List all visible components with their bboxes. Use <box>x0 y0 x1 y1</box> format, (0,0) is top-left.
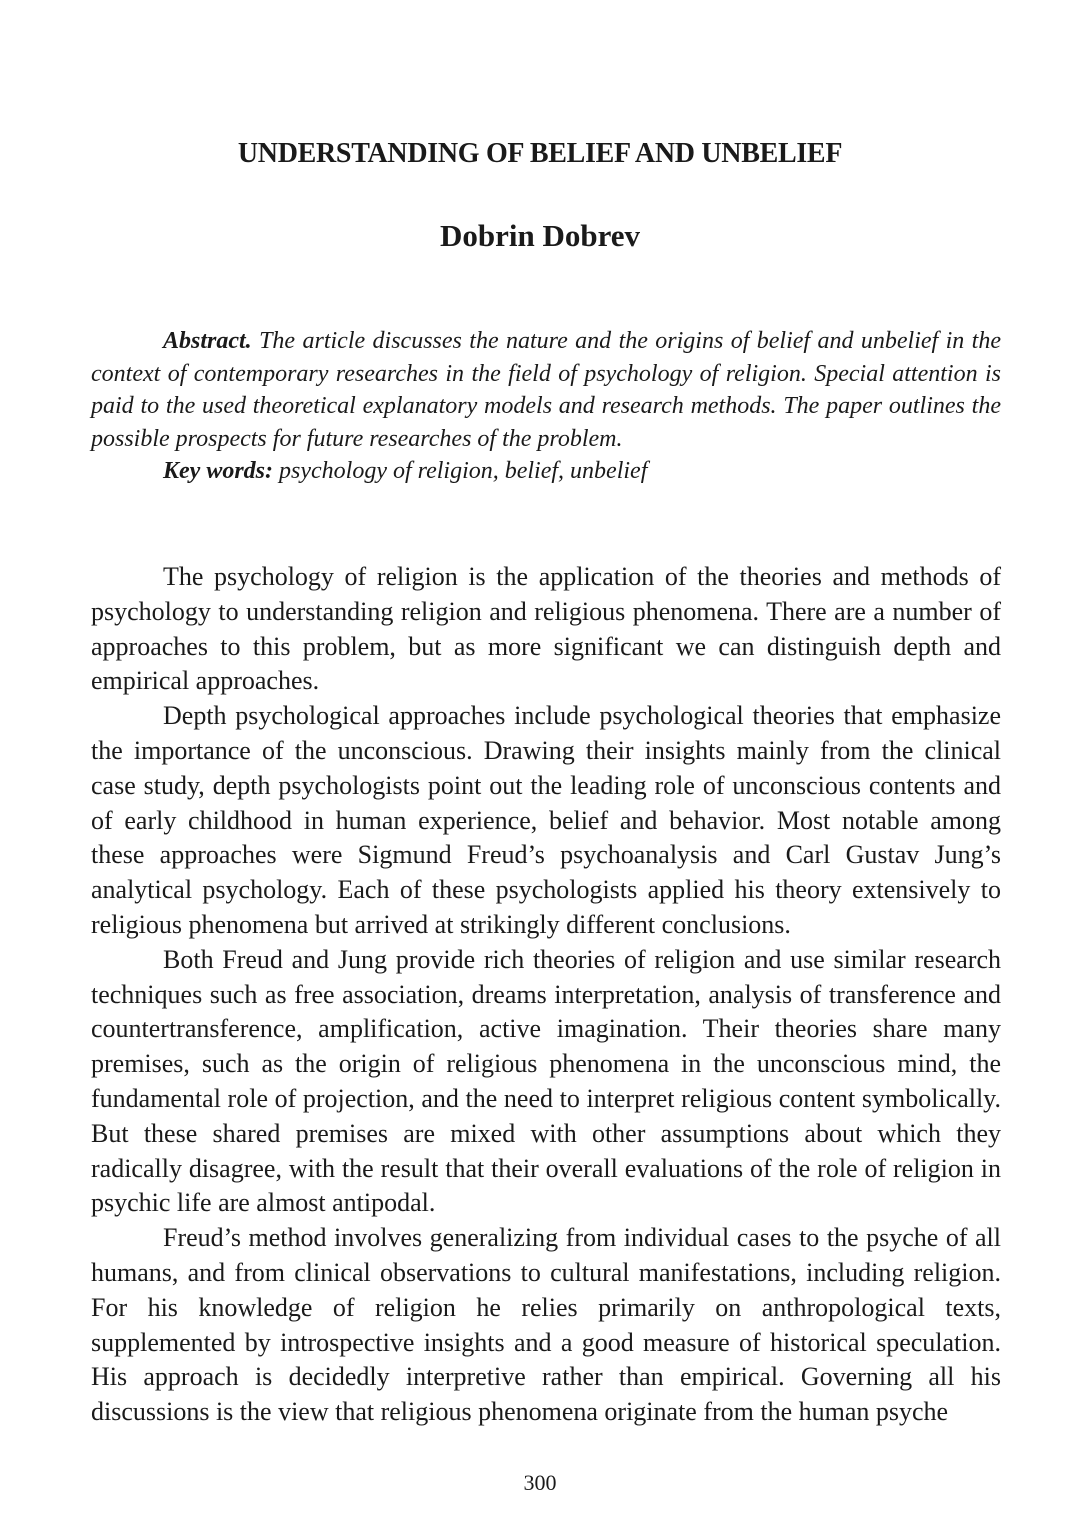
page-number: 300 <box>523 1470 557 1495</box>
body-paragraph: Both Freud and Jung provide rich theories of religion and use similar research techniques such as free association, dreams interpretation, analysis of transference and countertransference, amplification, active imagination. Their theories share many premises, such as the origin of religious phenomena in the unconscious mind, the fundamental role of projection, and the need to interpret religious content symbolically. But these shared premises are mixed with other assumptions about which they radically disagree, with the result that their overall evaluations of the role of religion in psychic life are almost antipodal. <box>91 944 1001 1218</box>
keywords-label: Key words: <box>163 458 273 484</box>
abstract-paragraph <box>91 325 1001 455</box>
article-body <box>91 560 1001 1430</box>
article-title: UNDERSTANDING OF BELIEF AND UNBELIEF <box>237 138 843 169</box>
body-paragraph: The psychology of religion is the application of the theories and methods of psychology to understanding religion and religious phenomena. There are a number of approaches to this problem, but as more significant we can distinguish depth and empirical approaches. <box>91 562 1001 696</box>
abstract-section <box>91 325 1001 488</box>
keywords-text: psychology of religion, belief, unbelief <box>273 458 648 484</box>
keywords-paragraph <box>91 455 1001 488</box>
abstract-label: Abstract. <box>163 328 252 354</box>
abstract-text: The article discusses the nature and the origins of belief and unbelief in the context of contemporary researches in the field of psychology of religion. Special attention is paid to the used theoretical explanatory models and research methods. The paper outlines the possible prospects for future researches of the problem. <box>91 328 1001 452</box>
body-paragraph: Freud’s method involves generalizing from individual cases to the psyche of all humans, and from clinical observations to cultural manifestations, including religion. For his knowledge of religion he relies primarily on anthropological texts, supplemented by introspective insights and a good measure of historical speculation. His approach is decidedly interpretive rather than empirical. Governing all his discussions is the view that religious phenomena originate from the human psyche <box>91 1223 1001 1427</box>
body-paragraph: Depth psychological approaches include psychological theories that emphasize the importance of the unconscious. Drawing their insights mainly from the clinical case study, depth psychologists point out the leading role of unconscious contents and of early childhood in human experience, belief and behavior. Most notable among these approaches were Sigmund Freud’s psychoanalysis and Carl Gustav Jung’s analytical psychology. Each of these psychologists applied his theory extensively to religious phenomena but arrived at strikingly different conclusions. <box>91 701 1001 939</box>
author-name: Dobrin Dobrev <box>439 218 641 253</box>
